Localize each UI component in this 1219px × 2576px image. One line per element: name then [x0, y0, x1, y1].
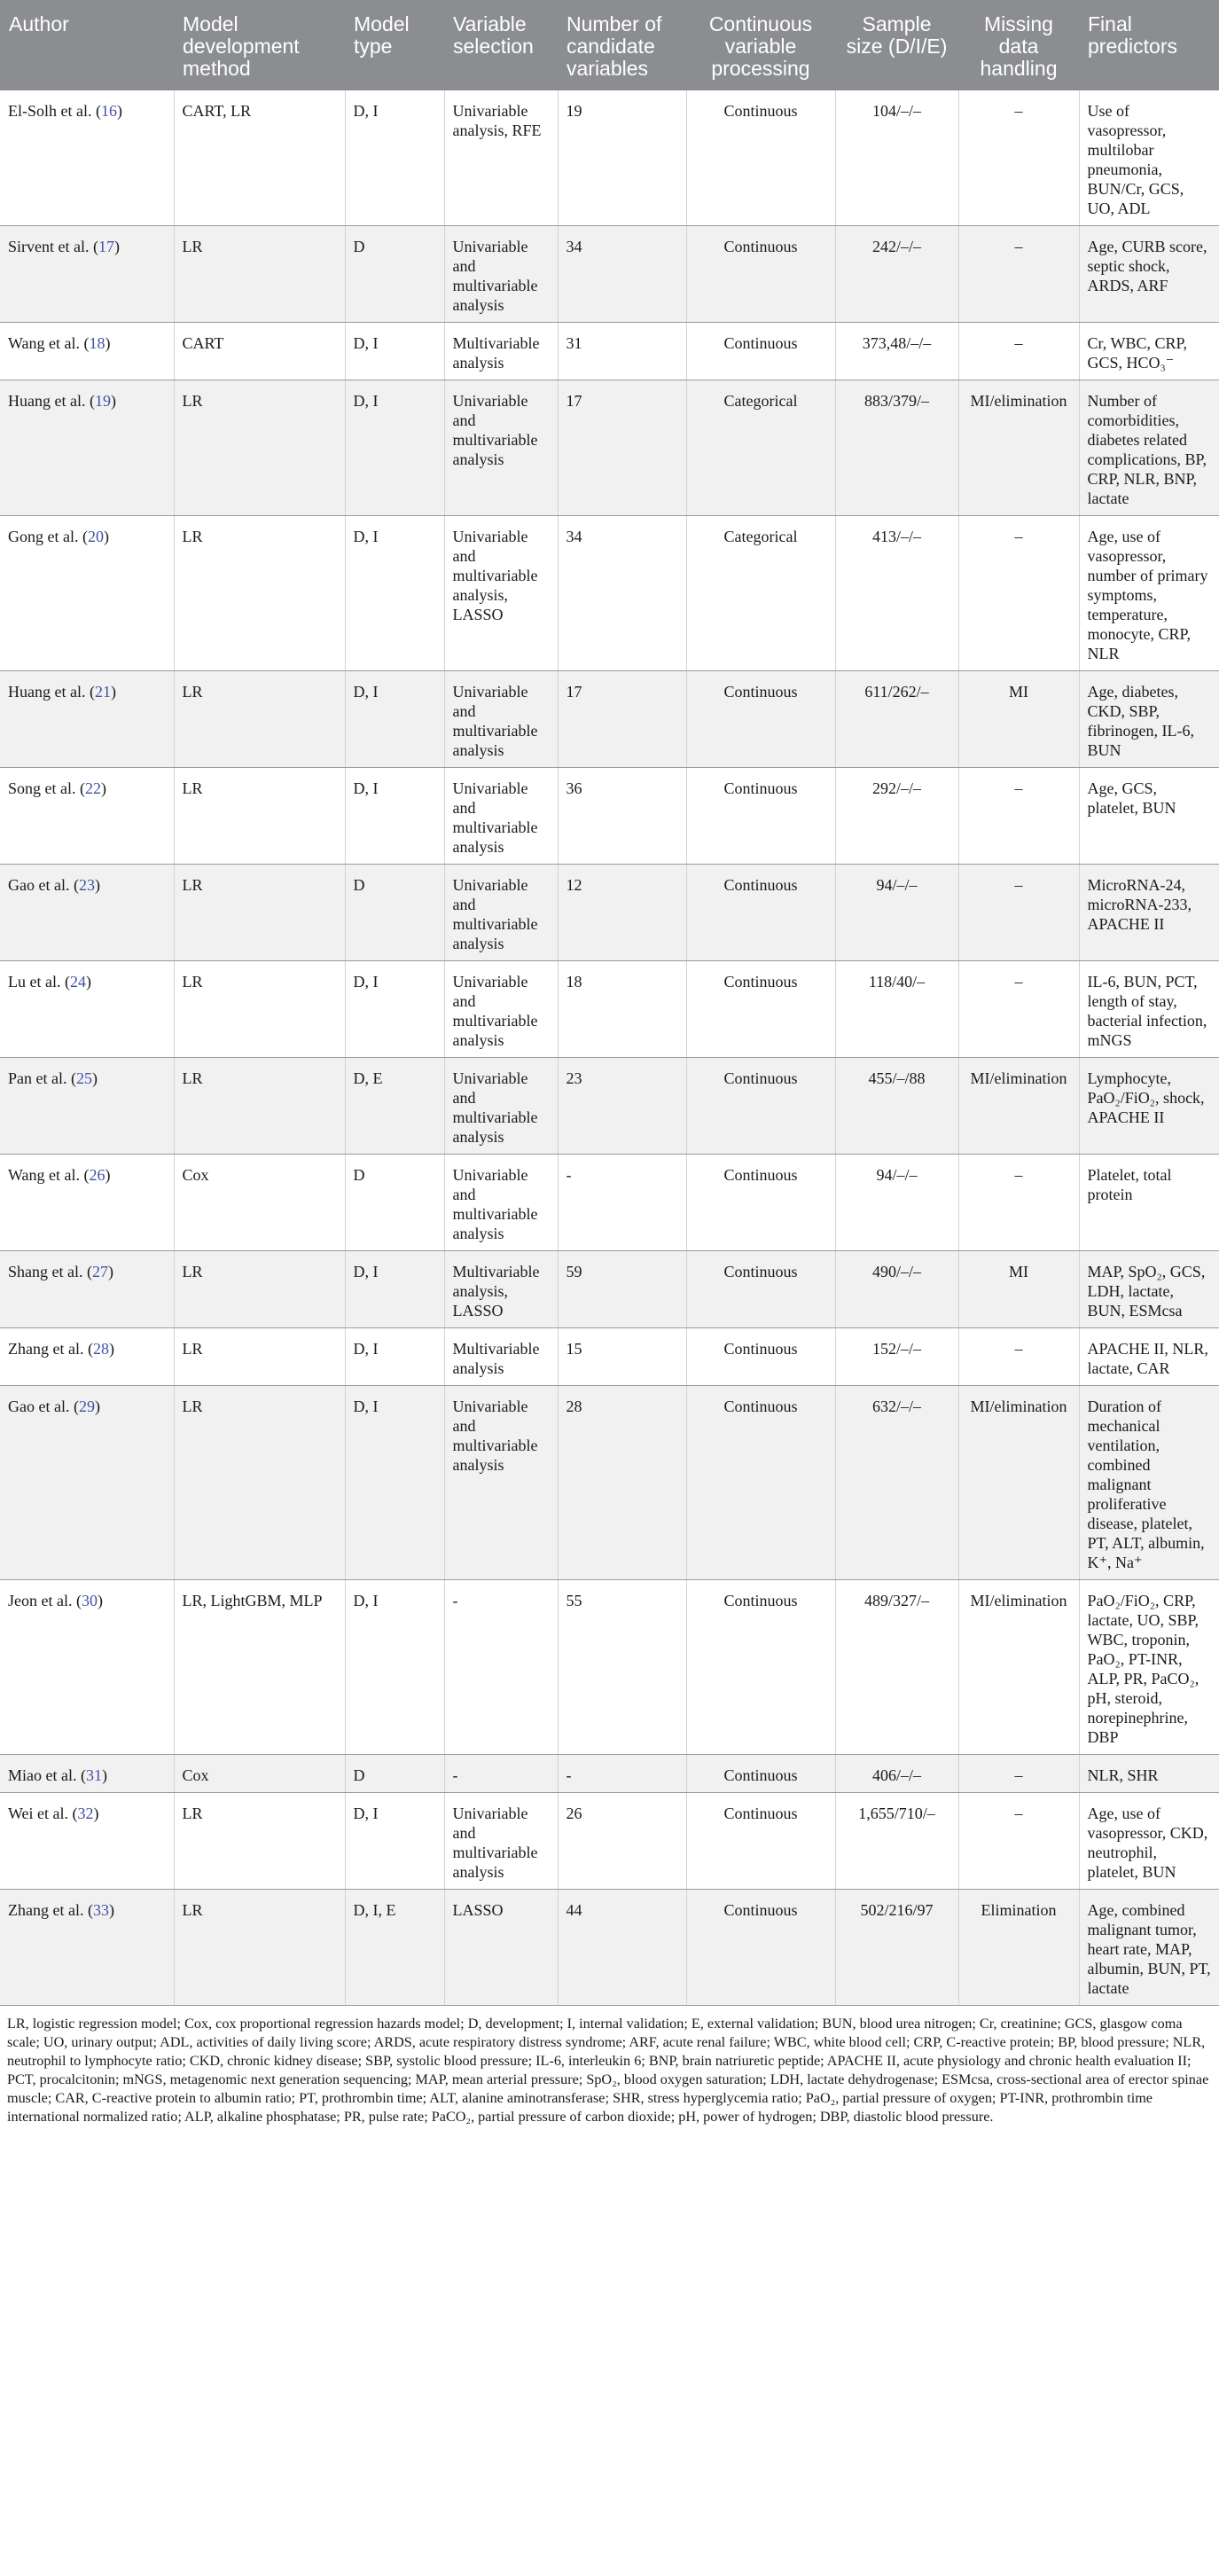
- predictors-cell: Cr, WBC, CRP, GCS, HCO₃⁻: [1079, 323, 1219, 380]
- candidate-count-cell: 28: [558, 1386, 686, 1580]
- model-type-cell: D, I: [345, 323, 444, 380]
- author-name: Sirvent et al.: [8, 238, 90, 255]
- author-name: Miao et al.: [8, 1766, 77, 1784]
- table-row: [0, 671, 1219, 768]
- processing-cell: Continuous: [686, 768, 835, 865]
- candidate-count-cell: 18: [558, 961, 686, 1058]
- predictors-cell: PaO₂/FiO₂, CRP, lactate, UO, SBP, WBC, troponin, PaO₂, PT-INR, ALP, PR, PaCO₂, pH, steroid, norepinephrine, DBP: [1079, 1580, 1219, 1755]
- candidate-count-cell: 31: [558, 323, 686, 380]
- sample-size-cell: 502/216/97: [835, 1890, 958, 2006]
- table-row: [0, 1755, 1219, 1793]
- model-type-cell: D: [345, 1755, 444, 1793]
- sample-size-cell: 152/–/–: [835, 1328, 958, 1386]
- sample-size-cell: 632/–/–: [835, 1386, 958, 1580]
- missing-data-cell: –: [958, 961, 1079, 1058]
- variable-selection-cell: Univariable and multivariable analysis: [444, 380, 558, 516]
- author-cell: Song et al. (22): [0, 768, 174, 865]
- author-cell: Pan et al. (25): [0, 1058, 174, 1155]
- predictors-cell: MicroRNA-24, microRNA-233, APACHE II: [1079, 865, 1219, 961]
- column-header: Missing data handling: [958, 0, 1079, 90]
- missing-data-cell: MI/elimination: [958, 1580, 1079, 1755]
- model-type-cell: D, I: [345, 1793, 444, 1890]
- table-header: [0, 0, 1219, 90]
- candidate-count-cell: 15: [558, 1328, 686, 1386]
- candidate-count-cell: 59: [558, 1251, 686, 1328]
- method-cell: LR: [174, 1386, 345, 1580]
- author-name: Shang et al.: [8, 1263, 83, 1280]
- method-cell: Cox: [174, 1755, 345, 1793]
- predictors-cell: Age, CURB score, septic shock, ARDS, ARF: [1079, 226, 1219, 323]
- variable-selection-cell: Univariable and multivariable analysis: [444, 1155, 558, 1251]
- model-type-cell: D, I: [345, 671, 444, 768]
- candidate-count-cell: 36: [558, 768, 686, 865]
- table-row: [0, 1251, 1219, 1328]
- table-row: [0, 226, 1219, 323]
- missing-data-cell: –: [958, 768, 1079, 865]
- author-cell: Huang et al. (19): [0, 380, 174, 516]
- candidate-count-cell: 34: [558, 226, 686, 323]
- author-cell: Zhang et al. (28): [0, 1328, 174, 1386]
- method-cell: LR: [174, 671, 345, 768]
- candidate-count-cell: 23: [558, 1058, 686, 1155]
- table-row: [0, 768, 1219, 865]
- table-row: [0, 1155, 1219, 1251]
- author-cell: Gao et al. (23): [0, 865, 174, 961]
- processing-cell: Categorical: [686, 516, 835, 671]
- author-name: Huang et al.: [8, 683, 86, 701]
- variable-selection-cell: LASSO: [444, 1890, 558, 2006]
- sample-size-cell: 1,655/710/–: [835, 1793, 958, 1890]
- citation-link[interactable]: 17: [98, 238, 114, 255]
- table-footnote: LR, logistic regression model; Cox, cox proportional regression hazards model; D, development; I, internal validation; E, external validation; BUN, blood urea nitrogen; Cr, creatinine; GCS, glasgow coma scale; UO, urinary output; ADL, activities of daily living score; ARDS, acute respiratory distress syndrome; ARF, acute renal failure; WBC, white blood cell; CRP, C-reactive protein; BP, blood pressure; NLR, neutrophil to lymphocyte ratio; CKD, chronic kidney disease; SBP, systolic blood pressure; IL-6, interleukin 6; BNP, brain natriuretic peptide; APACHE II, acute physiology and chronic health evaluation II; PCT, procalcitonin; mNGS, metagenomic next generation sequencing; MAP, mean arterial pressure; SpO₂, blood oxygen saturation; LDH, lactate dehydrogenase; ESMcsa, cross-sectional area of erector spinae muscle; CAR, C-reactive protein to albumin ratio; PT, prothrombin time; ALT, alanine aminotransferase; SHR, stress hyperglycemia ratio; PaO₂, partial pressure of oxygen; PT-INR, prothrombin time international normalized ratio; ALP, alkaline phosphatase; PR, pulse rate; PaCO₂, partial pressure of carbon dioxide; pH, power of hydrogen; DBP, diastolic blood pressure.: [7, 2016, 1209, 2125]
- variable-selection-cell: Univariable and multivariable analysis: [444, 671, 558, 768]
- missing-data-cell: MI/elimination: [958, 380, 1079, 516]
- citation-link[interactable]: 22: [85, 779, 101, 797]
- processing-cell: Continuous: [686, 1793, 835, 1890]
- predictors-cell: Age, GCS, platelet, BUN: [1079, 768, 1219, 865]
- model-type-cell: D: [345, 226, 444, 323]
- processing-cell: Continuous: [686, 1251, 835, 1328]
- author-cell: El-Solh et al. (16): [0, 90, 174, 226]
- sample-size-cell: 455/–/88: [835, 1058, 958, 1155]
- author-cell: Shang et al. (27): [0, 1251, 174, 1328]
- author-cell: Gao et al. (29): [0, 1386, 174, 1580]
- citation-link[interactable]: 30: [81, 1592, 98, 1609]
- method-cell: LR: [174, 516, 345, 671]
- table-row: [0, 380, 1219, 516]
- variable-selection-cell: Univariable and multivariable analysis: [444, 1058, 558, 1155]
- processing-cell: Continuous: [686, 1155, 835, 1251]
- citation-link[interactable]: 29: [78, 1398, 95, 1415]
- processing-cell: Continuous: [686, 1755, 835, 1793]
- sample-size-cell: 242/–/–: [835, 226, 958, 323]
- processing-cell: Continuous: [686, 90, 835, 226]
- predictors-cell: Number of comorbidities, diabetes related complications, BP, CRP, NLR, BNP, lactate: [1079, 380, 1219, 516]
- missing-data-cell: Elimination: [958, 1890, 1079, 2006]
- processing-cell: Continuous: [686, 226, 835, 323]
- sample-size-cell: 413/–/–: [835, 516, 958, 671]
- missing-data-cell: MI: [958, 1251, 1079, 1328]
- missing-data-cell: –: [958, 865, 1079, 961]
- model-type-cell: D, I, E: [345, 1890, 444, 2006]
- variable-selection-cell: Univariable and multivariable analysis: [444, 768, 558, 865]
- citation-link[interactable]: 16: [100, 102, 117, 120]
- author-name: Zhang et al.: [8, 1340, 84, 1358]
- citation-link[interactable]: 19: [94, 392, 111, 410]
- predictors-cell: NLR, SHR: [1079, 1755, 1219, 1793]
- author-cell: Miao et al. (31): [0, 1755, 174, 1793]
- table-row: [0, 1793, 1219, 1890]
- candidate-count-cell: -: [558, 1755, 686, 1793]
- method-cell: LR: [174, 1890, 345, 2006]
- predictors-cell: Platelet, total protein: [1079, 1155, 1219, 1251]
- predictors-cell: Lymphocyte, PaO₂/FiO₂, shock, APACHE II: [1079, 1058, 1219, 1155]
- variable-selection-cell: -: [444, 1755, 558, 1793]
- method-cell: CART: [174, 323, 345, 380]
- table-row: [0, 323, 1219, 380]
- missing-data-cell: –: [958, 516, 1079, 671]
- citation-link[interactable]: 33: [92, 1901, 109, 1919]
- variable-selection-cell: Univariable and multivariable analysis: [444, 865, 558, 961]
- author-name: El-Solh et al.: [8, 102, 92, 120]
- model-type-cell: D, I: [345, 961, 444, 1058]
- column-header: Final predictors: [1079, 0, 1219, 90]
- candidate-count-cell: 17: [558, 671, 686, 768]
- author-cell: Gong et al. (20): [0, 516, 174, 671]
- sample-size-cell: 373,48/–/–: [835, 323, 958, 380]
- table-row: [0, 865, 1219, 961]
- method-cell: LR: [174, 1058, 345, 1155]
- candidate-count-cell: 44: [558, 1890, 686, 2006]
- predictors-cell: Use of vasopressor, multilobar pneumonia, BUN/Cr, GCS, UO, ADL: [1079, 90, 1219, 226]
- method-cell: LR, LightGBM, MLP: [174, 1580, 345, 1755]
- column-header: Number of candidate variables: [558, 0, 686, 90]
- table-body: [0, 90, 1219, 2006]
- citation-link[interactable]: 32: [77, 1805, 94, 1822]
- processing-cell: Continuous: [686, 671, 835, 768]
- column-header: Continuous variable processing: [686, 0, 835, 90]
- variable-selection-cell: Univariable and multivariable analysis: [444, 961, 558, 1058]
- table-row: [0, 1386, 1219, 1580]
- author-cell: Wang et al. (26): [0, 1155, 174, 1251]
- column-header: Sample size (D/I/E): [835, 0, 958, 90]
- table-row: [0, 90, 1219, 226]
- model-type-cell: D, I: [345, 380, 444, 516]
- processing-cell: Categorical: [686, 380, 835, 516]
- candidate-count-cell: 19: [558, 90, 686, 226]
- citation-link[interactable]: 24: [69, 973, 86, 990]
- author-cell: Wei et al. (32): [0, 1793, 174, 1890]
- missing-data-cell: –: [958, 90, 1079, 226]
- missing-data-cell: MI/elimination: [958, 1058, 1079, 1155]
- sample-size-cell: 292/–/–: [835, 768, 958, 865]
- model-type-cell: D, I: [345, 1386, 444, 1580]
- table-row: [0, 1890, 1219, 2006]
- method-cell: LR: [174, 1328, 345, 1386]
- column-header: Author: [0, 0, 174, 90]
- citation-link[interactable]: 25: [75, 1069, 92, 1087]
- processing-cell: Continuous: [686, 1580, 835, 1755]
- author-cell: Lu et al. (24): [0, 961, 174, 1058]
- sample-size-cell: 94/–/–: [835, 865, 958, 961]
- method-cell: LR: [174, 380, 345, 516]
- processing-cell: Continuous: [686, 1328, 835, 1386]
- model-type-cell: D, I: [345, 1251, 444, 1328]
- processing-cell: Continuous: [686, 1058, 835, 1155]
- predictors-cell: Age, use of vasopressor, number of primary symptoms, temperature, monocyte, CRP, NLR: [1079, 516, 1219, 671]
- model-type-cell: D, I: [345, 90, 444, 226]
- sample-size-cell: 104/–/–: [835, 90, 958, 226]
- model-type-cell: D, I: [345, 516, 444, 671]
- citation-link[interactable]: 23: [78, 876, 95, 894]
- predictors-cell: Age, combined malignant tumor, heart rate, MAP, albumin, BUN, PT, lactate: [1079, 1890, 1219, 2006]
- variable-selection-cell: Multivariable analysis: [444, 1328, 558, 1386]
- model-type-cell: D, E: [345, 1058, 444, 1155]
- candidate-count-cell: 34: [558, 516, 686, 671]
- processing-cell: Continuous: [686, 961, 835, 1058]
- processing-cell: Continuous: [686, 865, 835, 961]
- citation-link[interactable]: 20: [87, 528, 104, 545]
- sample-size-cell: 883/379/–: [835, 380, 958, 516]
- citation-link[interactable]: 26: [89, 1166, 105, 1184]
- predictors-cell: Duration of mechanical ventilation, combined malignant proliferative disease, platelet, PT, ALT, albumin, K⁺, Na⁺: [1079, 1386, 1219, 1580]
- sample-size-cell: 118/40/–: [835, 961, 958, 1058]
- column-header: Model development method: [174, 0, 345, 90]
- model-type-cell: D, I: [345, 1328, 444, 1386]
- processing-cell: Continuous: [686, 323, 835, 380]
- missing-data-cell: –: [958, 226, 1079, 323]
- model-type-cell: D: [345, 1155, 444, 1251]
- author-name: Gao et al.: [8, 1398, 70, 1415]
- missing-data-cell: –: [958, 1793, 1079, 1890]
- author-cell: Zhang et al. (33): [0, 1890, 174, 2006]
- missing-data-cell: MI/elimination: [958, 1386, 1079, 1580]
- author-name: Wang et al.: [8, 334, 81, 352]
- citation-link[interactable]: 27: [91, 1263, 108, 1280]
- method-cell: LR: [174, 865, 345, 961]
- variable-selection-cell: Univariable and multivariable analysis: [444, 226, 558, 323]
- sample-size-cell: 406/–/–: [835, 1755, 958, 1793]
- column-header: Variable selection: [444, 0, 558, 90]
- table-row: [0, 516, 1219, 671]
- method-cell: Cox: [174, 1155, 345, 1251]
- author-name: Gong et al.: [8, 528, 79, 545]
- column-header: Model type: [345, 0, 444, 90]
- candidate-count-cell: 26: [558, 1793, 686, 1890]
- sample-size-cell: 611/262/–: [835, 671, 958, 768]
- table-row: [0, 1580, 1219, 1755]
- header-row: [0, 0, 1219, 90]
- predictors-cell: Age, use of vasopressor, CKD, neutrophil, platelet, BUN: [1079, 1793, 1219, 1890]
- table-row: [0, 1058, 1219, 1155]
- method-cell: LR: [174, 768, 345, 865]
- method-cell: CART, LR: [174, 90, 345, 226]
- predictors-cell: IL-6, BUN, PCT, length of stay, bacterial infection, mNGS: [1079, 961, 1219, 1058]
- author-name: Jeon et al.: [8, 1592, 73, 1609]
- variable-selection-cell: Univariable analysis, RFE: [444, 90, 558, 226]
- author-cell: Sirvent et al. (17): [0, 226, 174, 323]
- author-name: Song et al.: [8, 779, 76, 797]
- method-cell: LR: [174, 1793, 345, 1890]
- author-name: Huang et al.: [8, 392, 86, 410]
- missing-data-cell: –: [958, 323, 1079, 380]
- variable-selection-cell: Multivariable analysis, LASSO: [444, 1251, 558, 1328]
- processing-cell: Continuous: [686, 1386, 835, 1580]
- missing-data-cell: –: [958, 1755, 1079, 1793]
- predictors-cell: MAP, SpO₂, GCS, LDH, lactate, BUN, ESMcsa: [1079, 1251, 1219, 1328]
- citation-link[interactable]: 31: [85, 1766, 102, 1784]
- variable-selection-cell: Multivariable analysis: [444, 323, 558, 380]
- author-cell: Wang et al. (18): [0, 323, 174, 380]
- predictors-cell: Age, diabetes, CKD, SBP, fibrinogen, IL-6, BUN: [1079, 671, 1219, 768]
- missing-data-cell: –: [958, 1155, 1079, 1251]
- candidate-count-cell: -: [558, 1155, 686, 1251]
- variable-selection-cell: Univariable and multivariable analysis: [444, 1386, 558, 1580]
- citation-link[interactable]: 18: [89, 334, 105, 352]
- author-name: Lu et al.: [8, 973, 61, 990]
- citation-link[interactable]: 21: [94, 683, 111, 701]
- citation-link[interactable]: 28: [92, 1340, 109, 1358]
- variable-selection-cell: -: [444, 1580, 558, 1755]
- predictors-cell: APACHE II, NLR, lactate, CAR: [1079, 1328, 1219, 1386]
- method-cell: LR: [174, 961, 345, 1058]
- candidate-count-cell: 12: [558, 865, 686, 961]
- model-type-cell: D, I: [345, 768, 444, 865]
- variable-selection-cell: Univariable and multivariable analysis, LASSO: [444, 516, 558, 671]
- table-row: [0, 1328, 1219, 1386]
- author-name: Zhang et al.: [8, 1901, 84, 1919]
- author-name: Gao et al.: [8, 876, 70, 894]
- method-cell: LR: [174, 1251, 345, 1328]
- candidate-count-cell: 55: [558, 1580, 686, 1755]
- model-type-cell: D, I: [345, 1580, 444, 1755]
- author-cell: Jeon et al. (30): [0, 1580, 174, 1755]
- model-type-cell: D: [345, 865, 444, 961]
- processing-cell: Continuous: [686, 1890, 835, 2006]
- sample-size-cell: 94/–/–: [835, 1155, 958, 1251]
- author-name: Pan et al.: [8, 1069, 67, 1087]
- missing-data-cell: MI: [958, 671, 1079, 768]
- author-name: Wei et al.: [8, 1805, 69, 1822]
- table-row: [0, 961, 1219, 1058]
- variable-selection-cell: Univariable and multivariable analysis: [444, 1793, 558, 1890]
- sample-size-cell: 489/327/–: [835, 1580, 958, 1755]
- method-cell: LR: [174, 226, 345, 323]
- author-name: Wang et al.: [8, 1166, 81, 1184]
- candidate-count-cell: 17: [558, 380, 686, 516]
- missing-data-cell: –: [958, 1328, 1079, 1386]
- sample-size-cell: 490/–/–: [835, 1251, 958, 1328]
- author-cell: Huang et al. (21): [0, 671, 174, 768]
